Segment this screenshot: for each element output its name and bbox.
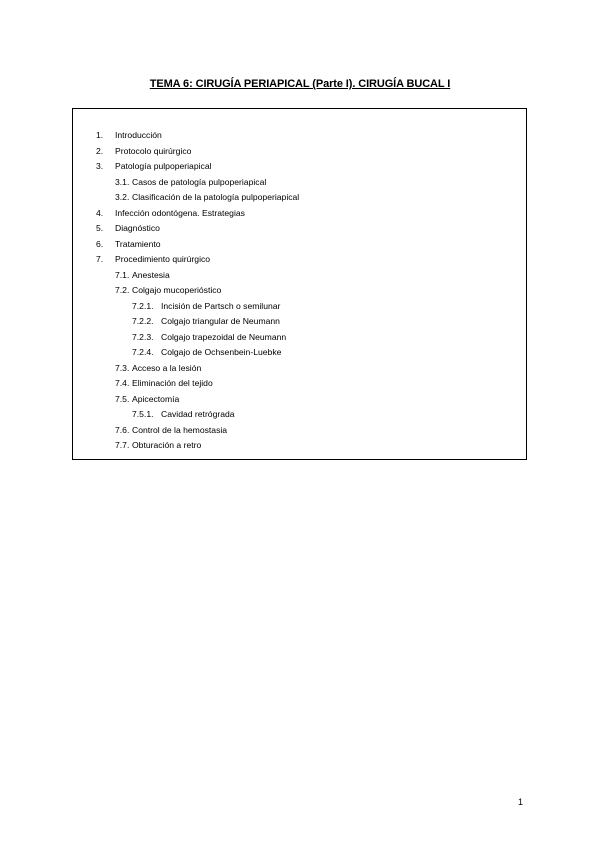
toc-item-label: Procedimiento quirúrgico xyxy=(115,254,211,264)
toc-item-label: Clasificación de la patología pulpoperiapical xyxy=(132,192,300,202)
toc-item xyxy=(73,438,526,454)
toc-item-label: Infección odontógena. Estrategias xyxy=(115,207,245,218)
toc-item-number: 3.2. xyxy=(115,192,130,202)
toc-item-number: 7.5.1. xyxy=(132,409,154,419)
toc-item-label: Control de la hemostasia xyxy=(132,424,228,435)
toc-item xyxy=(73,407,526,423)
toc-item-number: 7.2.1. xyxy=(132,300,154,311)
toc-item xyxy=(73,330,526,346)
toc-item-label: Patología pulpoperiapical xyxy=(115,161,212,171)
toc-item-label: Colgajo triangular de Neumann xyxy=(161,316,280,326)
toc-item-number: 2. xyxy=(96,145,104,156)
toc-item-label: Eliminación del tejido xyxy=(132,378,213,388)
toc-item xyxy=(73,221,526,237)
toc-item-number: 7.2.3. xyxy=(132,331,154,342)
toc-item-label: Protocolo quirúrgico xyxy=(115,145,192,156)
toc-item xyxy=(73,190,526,206)
toc-item-label: Colgajo trapezoidal de Neumann xyxy=(161,331,287,342)
table-of-contents xyxy=(72,108,527,460)
toc-list xyxy=(73,128,526,454)
toc-item-number: 7.2.2. xyxy=(132,316,154,326)
toc-item-number: 7.5. xyxy=(115,393,130,404)
toc-item-label: Anestesia xyxy=(132,269,170,280)
toc-item-label: Acceso a la lesión xyxy=(132,362,202,373)
toc-item xyxy=(73,206,526,222)
page-number: 1 xyxy=(518,797,524,807)
toc-item-number: 7.3. xyxy=(115,362,130,373)
toc-item-number: 7.2.4. xyxy=(132,347,154,357)
toc-item-label: Incisión de Partsch o semilunar xyxy=(161,300,281,311)
toc-item-number: 7.6. xyxy=(115,424,130,435)
toc-item-number: 7.4. xyxy=(115,378,130,388)
toc-item xyxy=(73,283,526,299)
toc-item xyxy=(73,237,526,253)
toc-item xyxy=(73,252,526,268)
toc-item-label: Cavidad retrógrada xyxy=(161,409,235,419)
toc-item xyxy=(73,159,526,175)
toc-item xyxy=(73,376,526,392)
toc-item xyxy=(73,144,526,160)
toc-item xyxy=(73,268,526,284)
toc-item-label: Colgajo de Ochsenbein-Luebke xyxy=(161,347,282,357)
document-title: TEMA 6: CIRUGÍA PERIAPICAL (Parte I). CIRUGÍA BUCAL I xyxy=(149,78,451,90)
toc-item-label: Colgajo mucoperióstico xyxy=(132,285,222,295)
toc-item-number: 7. xyxy=(96,254,104,264)
toc-item xyxy=(73,175,526,191)
toc-item xyxy=(73,423,526,439)
toc-item-number: 4. xyxy=(96,207,104,218)
toc-item-label: Tratamiento xyxy=(115,238,161,249)
toc-item-label: Diagnóstico xyxy=(115,223,160,233)
toc-item-number: 6. xyxy=(96,238,104,249)
toc-item-number: 5. xyxy=(96,223,104,233)
toc-item-label: Obturación a retro xyxy=(132,440,202,450)
toc-item xyxy=(73,314,526,330)
toc-item xyxy=(73,345,526,361)
toc-item-label: Apicectomía xyxy=(132,393,180,404)
toc-item-number: 7.1. xyxy=(115,269,130,280)
toc-item-number: 1. xyxy=(96,130,104,140)
toc-item xyxy=(73,392,526,408)
toc-item xyxy=(73,299,526,315)
toc-item-label: Casos de patología pulpoperiapical xyxy=(132,176,267,187)
toc-item xyxy=(73,128,526,144)
toc-item xyxy=(73,361,526,377)
toc-item-number: 7.2. xyxy=(115,285,130,295)
toc-item-number: 7.7. xyxy=(115,440,130,450)
toc-item-number: 3.1. xyxy=(115,176,130,187)
toc-item-number: 3. xyxy=(96,161,104,171)
toc-item-label: Introducción xyxy=(115,130,162,140)
